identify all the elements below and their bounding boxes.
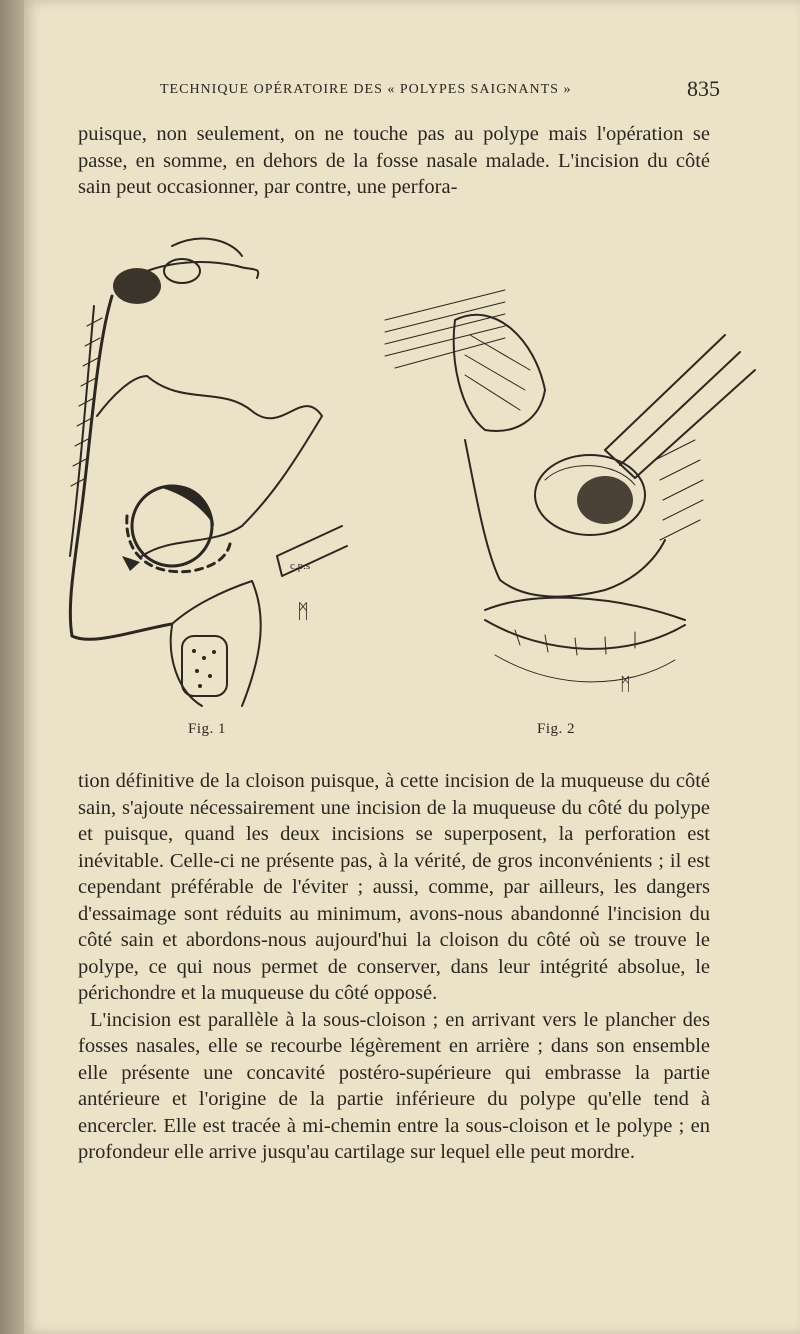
- figure-1-caption: Fig. 1: [188, 721, 227, 737]
- body-text-bottom: [78, 768, 710, 1166]
- book-gutter: [0, 0, 24, 1334]
- figure-1: [52, 226, 352, 716]
- svg-text:ᛗ: ᛗ: [297, 601, 309, 623]
- svg-text:ᛗ: ᛗ: [620, 674, 631, 694]
- paragraph: tion définitive de la cloison puisque, à cette incision de la muqueuse du côté sain, s'ajoute nécessairement une incision de la muqueuse du côté du polype et puisque, quand les deux incisions se superposent, la perforation est inévitable. Celle-ci ne présente pas, à la vérité, de gros inconvénients ; il est cependant préférable de l'éviter ; aussi, comme, par ailleurs, les dangers d'essaimage sont réduits au minimum, avons-nous abandonné l'incision du côté sain et abordons-nous aujourd'hui la cloison du côté où se trouve le polype, ce qui nous permet de conserver, dans leur intégrité absolue, le périchondre et la muqueuse du côté opposé.: [78, 770, 710, 1004]
- page-number: 835: [687, 76, 720, 101]
- paragraph: puisque, non seulement, on ne touche pas au polype mais l'opération se passe, en somme, en dehors de la fosse nasale malade. L'incision du côté sain peut occasionner, par contre, une perfora-: [78, 123, 710, 198]
- page-header: [160, 78, 720, 104]
- svg-text:c.p.s: c.p.s: [290, 560, 311, 572]
- nasal-septum-incision-drawing-icon: [52, 226, 352, 716]
- figure-2-caption: Fig. 2: [537, 721, 576, 737]
- figure-2: [365, 260, 765, 710]
- body-text-top: [78, 121, 710, 201]
- paragraph: L'incision est parallèle à la sous-cloison ; en arrivant vers le plancher des fosses nasales, elle se recourbe légèrement en arrière ; dans son ensemble elle présente une concavité postéro-supérieure qui embrasse la partie antérieure et l'origine de la partie inférieure du polype qu'elle tend à encercler. Elle est tracée à mi-chemin entre la sous-cloison et le polype ; en profondeur elle arrive jusqu'au cartilage sur lequel elle peut mordre.: [78, 1008, 710, 1163]
- nose-speculum-operation-drawing-icon: [365, 260, 765, 710]
- running-head: TECHNIQUE OPÉRATOIRE DES « POLYPES SAIGNANTS »: [160, 82, 572, 97]
